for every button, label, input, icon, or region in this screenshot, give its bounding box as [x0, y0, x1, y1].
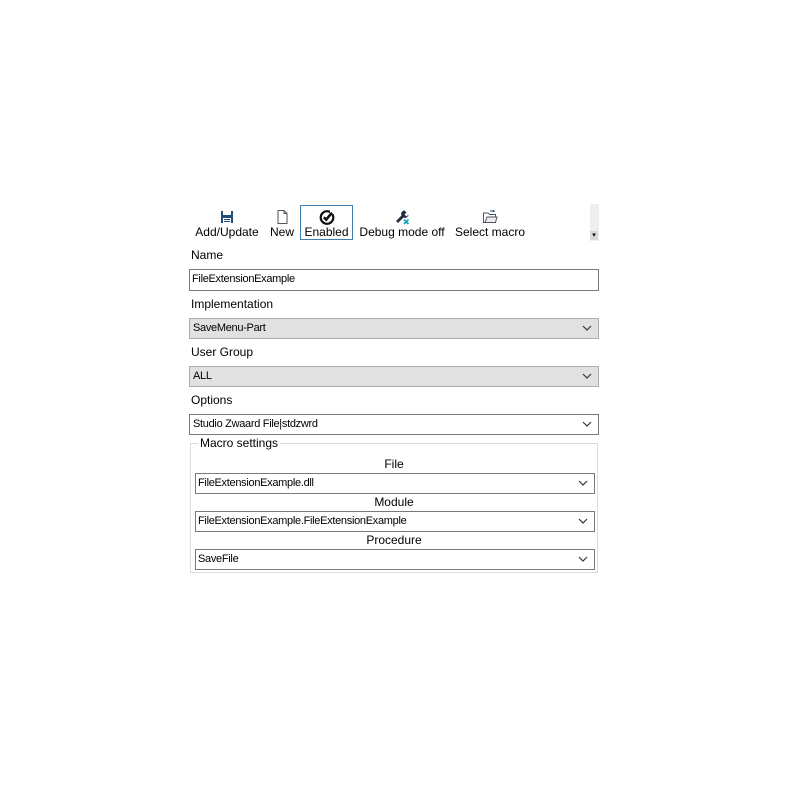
- new-label: New: [269, 225, 294, 239]
- file-value: FileExtensionExample.dll: [198, 477, 314, 489]
- new-button[interactable]: [266, 205, 298, 240]
- macro-editor-panel: [189, 203, 599, 575]
- debug-mode-label: Debug mode off: [359, 225, 445, 239]
- options-select[interactable]: [189, 414, 599, 435]
- new-document-icon: [274, 209, 290, 225]
- select-macro-button[interactable]: [453, 205, 527, 240]
- chevron-down-icon: [578, 517, 588, 525]
- macro-settings-title: Macro settings: [200, 436, 279, 450]
- chevron-down-icon: [578, 479, 588, 487]
- implementation-value: SaveMenu-Part: [193, 322, 266, 334]
- name-input[interactable]: [189, 269, 599, 291]
- implementation-select[interactable]: [189, 318, 599, 339]
- user-group-select[interactable]: [189, 366, 599, 387]
- floppy-disk-icon: [219, 209, 235, 225]
- toolbar: [189, 203, 599, 242]
- procedure-select[interactable]: [195, 549, 595, 570]
- toolbar-overflow-strip: [590, 204, 599, 241]
- options-value: Studio Zwaard File|stdzwrd: [193, 418, 318, 430]
- wrench-icon: [394, 209, 410, 225]
- checkmark-circle-icon: [319, 209, 335, 225]
- enabled-toggle-button[interactable]: [300, 205, 353, 240]
- chevron-down-icon: [582, 420, 592, 428]
- module-value: FileExtensionExample.FileExtensionExample: [198, 515, 407, 527]
- open-folder-icon: [482, 209, 498, 225]
- name-input-value: FileExtensionExample: [192, 273, 295, 285]
- add-update-label: Add/Update: [195, 225, 259, 239]
- user-group-label: User Group: [191, 345, 254, 359]
- chevron-down-icon: [582, 324, 592, 332]
- file-select[interactable]: [195, 473, 595, 494]
- procedure-value: SaveFile: [198, 553, 239, 565]
- chevron-down-icon: [578, 555, 588, 563]
- debug-mode-button[interactable]: [356, 205, 448, 240]
- enabled-label: Enabled: [304, 225, 349, 239]
- macro-settings-group: [190, 436, 598, 573]
- file-label: File: [384, 457, 404, 471]
- module-label: Module: [374, 495, 414, 509]
- chevron-down-icon: [582, 372, 592, 380]
- options-label: Options: [191, 393, 233, 407]
- toolbar-overflow-button[interactable]: ▾: [590, 231, 598, 240]
- name-label: Name: [191, 248, 224, 262]
- user-group-value: ALL: [193, 370, 212, 382]
- procedure-label: Procedure: [366, 533, 422, 547]
- implementation-label: Implementation: [191, 297, 274, 311]
- select-macro-label: Select macro: [454, 225, 526, 239]
- add-update-button[interactable]: [192, 205, 262, 240]
- module-select[interactable]: [195, 511, 595, 532]
